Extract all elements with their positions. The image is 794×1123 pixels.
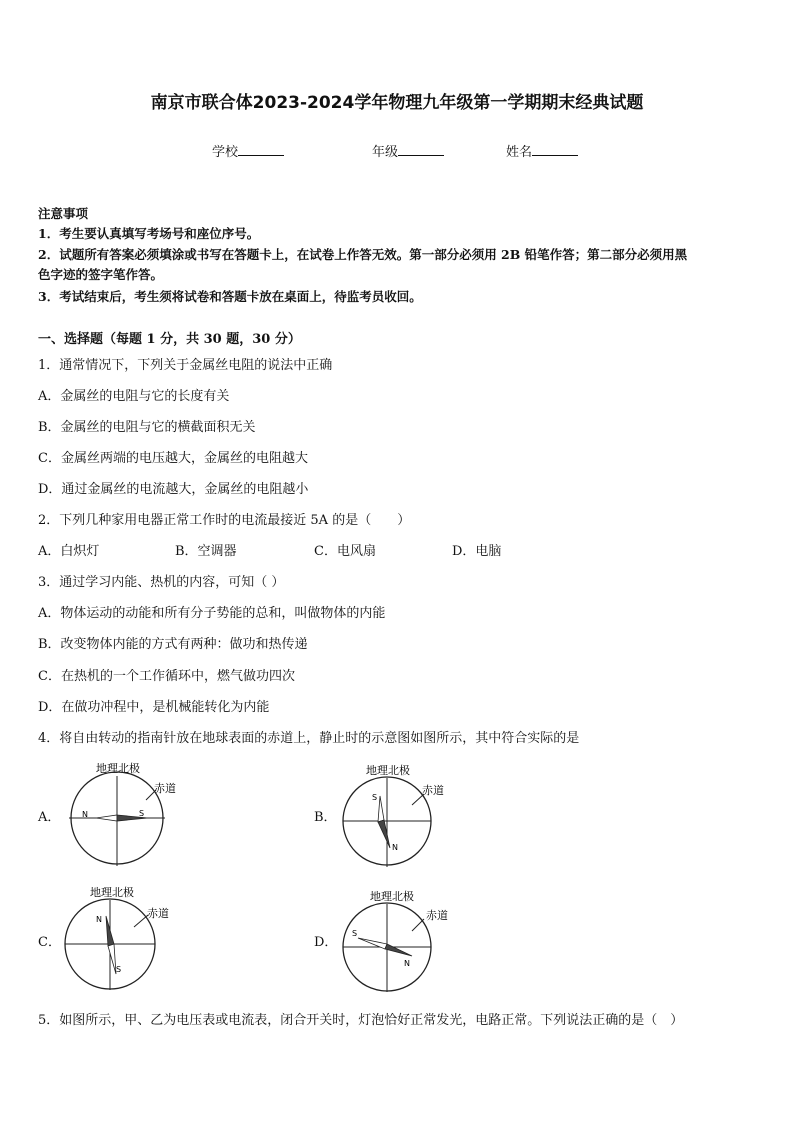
question-2-options [38, 540, 738, 560]
note-item: 2．试题所有答案必须填涂或书写在答题卡上，在试卷上作答无效。第一部分必须用 2B 铅笔作答；第二部分必须用黑 [38, 247, 688, 262]
needle-n-label: N [96, 915, 102, 924]
grade-label: 年级 [372, 145, 399, 160]
note-item: 1．考生要认真填写考场号和座位序号。 [38, 226, 260, 241]
question-1-option-d: D．通过金属丝的电流越大，金属丝的电阻越小 [38, 482, 309, 497]
equator-label: 赤道 [154, 782, 176, 795]
note-item: 色字迹的签字笔作答。 [38, 267, 164, 282]
needle-n-label: N [392, 843, 398, 852]
north-pole-label: 地理北极 [96, 762, 140, 775]
figure-b-label: B． [314, 810, 337, 825]
compass-figure-b [330, 760, 460, 868]
name-field[interactable] [506, 141, 578, 160]
north-pole-label: 地理北极 [366, 764, 410, 777]
needle-s-label: S [372, 793, 378, 802]
question-3-stem: 3．通过学习内能、热机的内容，可知（ ） [38, 575, 285, 590]
question-3-option-b: B．改变物体内能的方式有两种：做功和热传递 [38, 637, 308, 652]
student-info-fields [0, 141, 794, 161]
needle-n-label: N [82, 810, 88, 819]
school-blank[interactable] [238, 143, 284, 156]
school-label: 学校 [212, 145, 239, 160]
question-2-option-a: A．白炽灯 [38, 544, 100, 559]
figure-a-label: A． [38, 810, 61, 825]
grade-blank[interactable] [398, 143, 444, 156]
note-item: 3．考试结束后，考生须将试卷和答题卡放在桌面上，待监考员收回。 [38, 289, 422, 304]
page-title: 南京市联合体2023-2024学年物理九年级第一学期期末经典试题 [150, 93, 644, 113]
question-1-option-b: B．金属丝的电阻与它的横截面积无关 [38, 420, 256, 435]
name-blank[interactable] [532, 143, 578, 156]
equator-label: 赤道 [426, 909, 448, 922]
question-3-option-c: C．在热机的一个工作循环中，燃气做功四次 [38, 669, 295, 684]
question-2-stem: 2．下列几种家用电器正常工作时的电流最接近 5A 的是（ ） [38, 513, 411, 528]
equator-label: 赤道 [147, 907, 169, 920]
equator-label: 赤道 [422, 784, 444, 797]
question-3-option-a: A．物体运动的动能和所有分子势能的总和，叫做物体的内能 [38, 606, 386, 621]
question-1-stem: 1．通常情况下，下列关于金属丝电阻的说法中正确 [38, 358, 333, 373]
school-field[interactable] [212, 141, 284, 160]
notes-heading: 注意事项 [38, 206, 89, 221]
question-5-stem: 5．如图所示，甲、乙为电压表或电流表，闭合开关时，灯泡恰好正常发光，电路正常。下列说法正确的是（ ） [38, 1013, 684, 1028]
north-pole-label: 地理北极 [90, 886, 134, 899]
needle-s-label: S [352, 929, 358, 938]
needle-s-label: S [116, 965, 122, 974]
compass-figure-a [60, 756, 190, 868]
section-heading: 一、选择题（每题 1 分，共 30 题，30 分） [38, 332, 301, 347]
needle-n-label: N [404, 959, 410, 968]
north-pole-label: 地理北极 [370, 890, 414, 903]
question-2-option-c: C．电风扇 [314, 544, 376, 559]
grade-field[interactable] [372, 141, 444, 160]
compass-figure-d [330, 886, 460, 994]
question-4-stem: 4．将自由转动的指南针放在地球表面的赤道上，静止时的示意图如图所示，其中符合实际的是 [38, 731, 580, 746]
question-2-option-d: D．电脑 [452, 544, 502, 559]
question-2-option-b: B．空调器 [175, 544, 237, 559]
compass-figure-c [60, 882, 190, 992]
figure-d-label: D． [314, 935, 338, 950]
question-3-option-d: D．在做功冲程中，是机械能转化为内能 [38, 700, 270, 715]
needle-s-label: S [139, 809, 145, 818]
question-1-option-c: C．金属丝两端的电压越大，金属丝的电阻越大 [38, 451, 308, 466]
figure-c-label: C． [38, 935, 61, 950]
question-1-option-a: A．金属丝的电阻与它的长度有关 [38, 389, 230, 404]
name-label: 姓名 [506, 145, 533, 160]
